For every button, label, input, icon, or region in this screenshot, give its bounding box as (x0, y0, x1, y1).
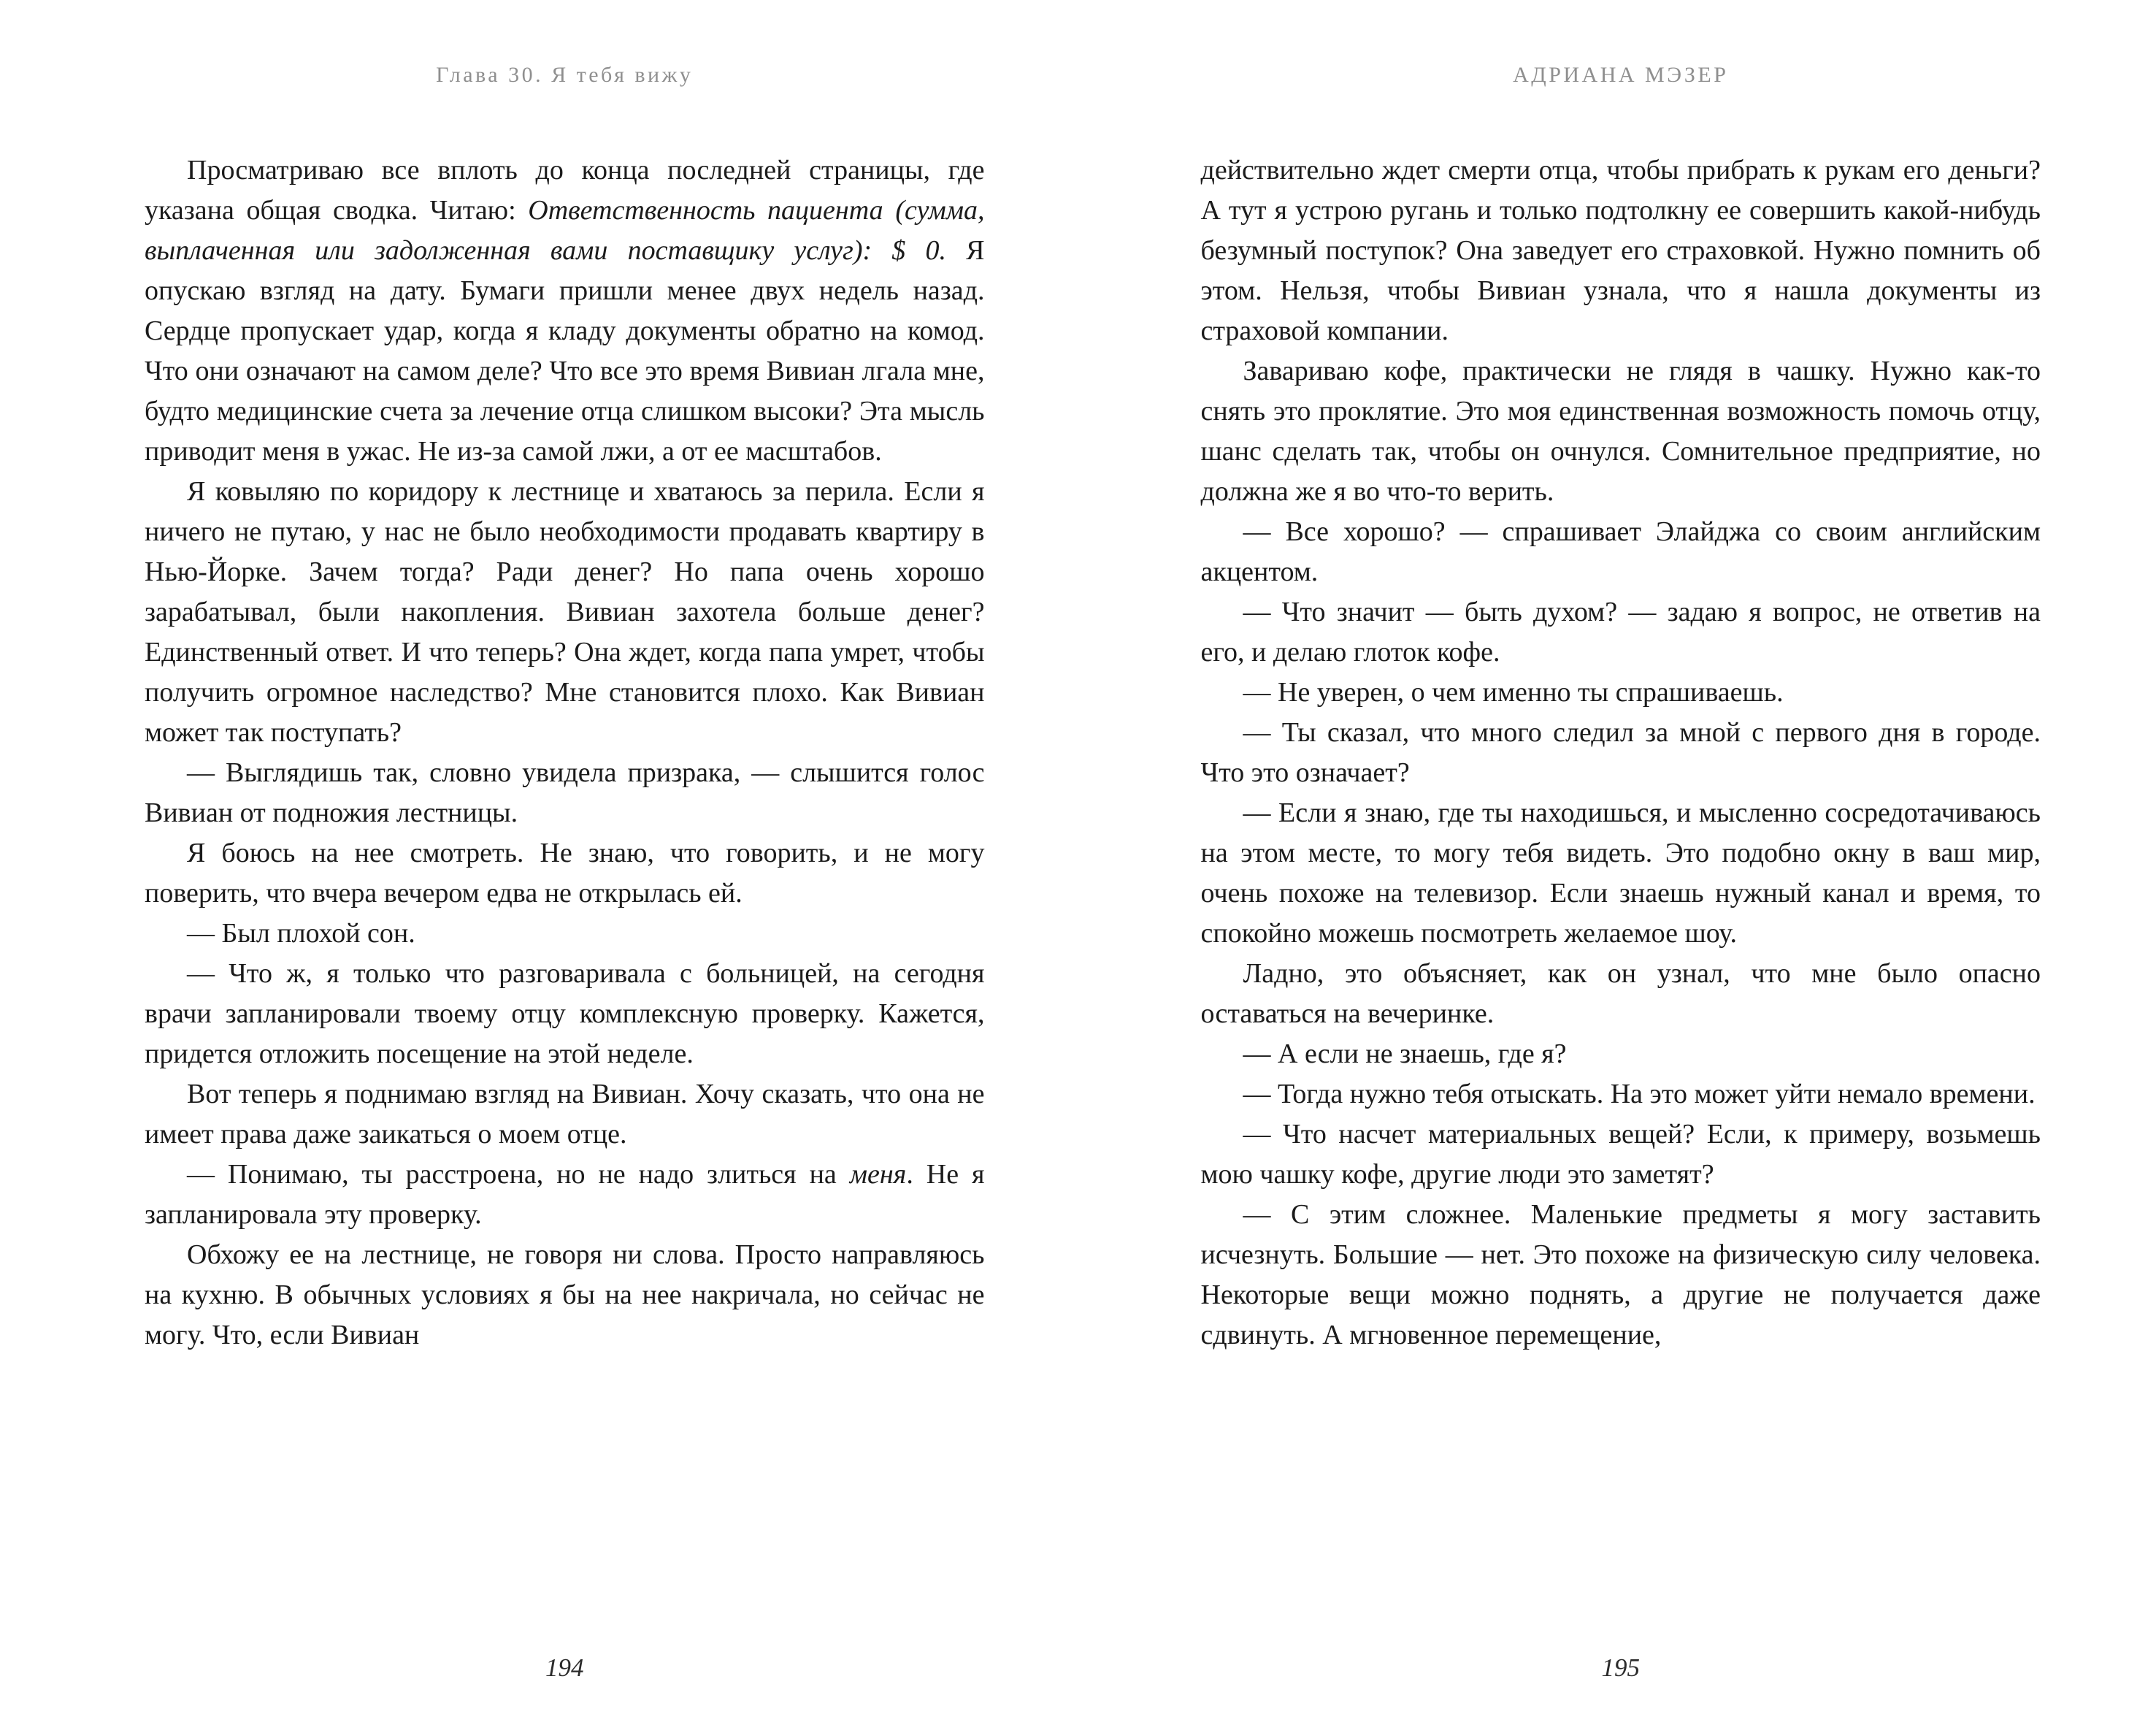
text-run: . Не я запланировала эту проверку. (145, 1159, 985, 1230)
paragraph (145, 1235, 985, 1355)
paragraph (1201, 351, 2041, 512)
paragraph (1201, 512, 2041, 592)
paragraph (1201, 1034, 2041, 1074)
paragraph (1201, 673, 2041, 713)
text-run: — Что насчет материальных вещей? Если, к примеру, возьмешь мою чашку кофе, другие люди это заметят? (1200, 1119, 2041, 1190)
text-run: — Выглядишь так, словно увидела призрака, — слышится голос Вивиан от подножия лестницы. (145, 757, 985, 828)
text-run: — Все хорошо? — спрашивает Элайджа со своим английским акцентом. (1200, 516, 2041, 587)
text-run: Я опускаю взгляд на дату. Бумаги пришли менее двух недель назад. Сердце пропускает удар, когда я кладу документы обратно на комод. Что они означают на самом деле? Что все это время Вивиан лгала мне, будто медицинские счета за лечение отца слишком высоки? Эта мысль приводит меня в ужас. Не из-за самой лжи, а от ее масштабов. (145, 235, 985, 467)
text-run: — Что ж, я только что разговаривала с больницей, на сегодня врачи запланировали твоему отцу комплексную проверку. Кажется, придется отложить посещение на этой неделе. (145, 958, 985, 1069)
paragraph (145, 914, 985, 954)
page-right (1078, 0, 2156, 1725)
italic-run: меня (849, 1159, 907, 1190)
paragraph (1201, 954, 2041, 1034)
text-column-right (1201, 150, 2041, 1355)
text-run: — Понимаю, ты расстроена, но не надо злиться на (187, 1159, 850, 1190)
paragraph (1201, 150, 2041, 351)
text-run: — Тогда нужно тебя отыскать. На это может уйти немало времени. (1243, 1079, 2036, 1109)
paragraph (1201, 1074, 2041, 1114)
text-run: — Ты сказал, что много следил за мной с первого дня в городе. Что это означает? (1200, 717, 2041, 788)
text-run: — Если я знаю, где ты находишься, и мысленно сосредотачиваюсь на этом месте, то могу тебя видеть. Это подобно окну в ваш мир, очень похоже на телевизор. Если знаешь нужный канал и время, то спокойно можешь посмотреть желаемое шоу. (1200, 798, 2041, 949)
text-run: Обхожу ее на лестнице, не говоря ни слова. Просто направляюсь на кухню. В обычных условиях я бы на нее накричала, но сейчас не могу. Что, если Вивиан (145, 1239, 985, 1350)
paragraph (145, 833, 985, 914)
text-run: — С этим сложнее. Маленькие предметы я могу заставить исчезнуть. Большие — нет. Это похоже на физическую силу человека. Некоторые вещи можно поднять, а другие не получается даже сдвинуть. А мгновенное перемещение, (1200, 1199, 2041, 1350)
page-number-left: 194 (545, 1653, 584, 1682)
text-run: — Был плохой сон. (187, 918, 415, 949)
paragraph (145, 1074, 985, 1155)
text-run: действительно ждет смерти отца, чтобы прибрать к рукам его деньги? А тут я устрою ругань и только подтолкну ее совершить какой-нибудь безумный поступок? Она заведует его страховкой. Нужно помнить об этом. Нельзя, чтобы Вивиан узнала, что я нашла документы из страховой компании. (1200, 155, 2041, 346)
text-run: Просматриваю все вплоть до конца последней страницы, где указана общая сводка. Читаю: (145, 155, 985, 226)
text-run: Вот теперь я поднимаю взгляд на Вивиан. Хочу сказать, что она не имеет права даже заикаться о моем отце. (145, 1079, 985, 1150)
paragraph (1201, 793, 2041, 954)
paragraph (1201, 713, 2041, 793)
paragraph (1201, 1114, 2041, 1195)
page-number-right: 195 (1601, 1653, 1640, 1682)
text-run: — А если не знаешь, где я? (1243, 1039, 1567, 1069)
text-run: — Что значит — быть духом? — задаю я вопрос, не ответив на его, и делаю глоток кофе. (1200, 597, 2041, 668)
italic-run: Ответственность пациента (сумма, выплаченная или задолженная вами поставщику услуг): $ 0. (145, 195, 985, 266)
running-head-author: АДРИАНА МЭЗЕР (1513, 63, 1729, 87)
paragraph (145, 150, 985, 472)
text-run: Завариваю кофе, практически не глядя в чашку. Нужно как-то снять это проклятие. Это моя единственная возможность помочь отцу, шанс сделать так, чтобы он очнулся. Сомнительное предприятие, но должна же я во что-то верить. (1200, 356, 2041, 507)
paragraph (145, 1155, 985, 1235)
paragraph (1201, 1195, 2041, 1355)
text-run: — Не уверен, о чем именно ты спрашиваешь. (1243, 677, 1784, 708)
text-run: Я ковыляю по коридору к лестнице и хватаюсь за перила. Если я ничего не путаю, у нас не было необходимости продавать квартиру в Нью-Йорке. Зачем тогда? Ради денег? Но папа очень хорошо зарабатывал, были накопления. Вивиан захотела больше денег? Единственный ответ. И что теперь? Она ждет, когда папа умрет, чтобы получить огромное наследство? Мне становится плохо. Как Вивиан может так поступать? (145, 476, 985, 748)
paragraph (145, 472, 985, 753)
paragraph (145, 954, 985, 1074)
paragraph (145, 753, 985, 833)
paragraph (1201, 592, 2041, 673)
running-head-chapter: Глава 30. Я тебя вижу (436, 63, 694, 87)
text-run: Ладно, это объясняет, как он узнал, что мне было опасно оставаться на вечеринке. (1200, 958, 2041, 1029)
text-column-left (145, 150, 985, 1355)
text-run: Я боюсь на нее смотреть. Не знаю, что говорить, и не могу поверить, что вчера вечером едва не открылась ей. (145, 838, 985, 909)
